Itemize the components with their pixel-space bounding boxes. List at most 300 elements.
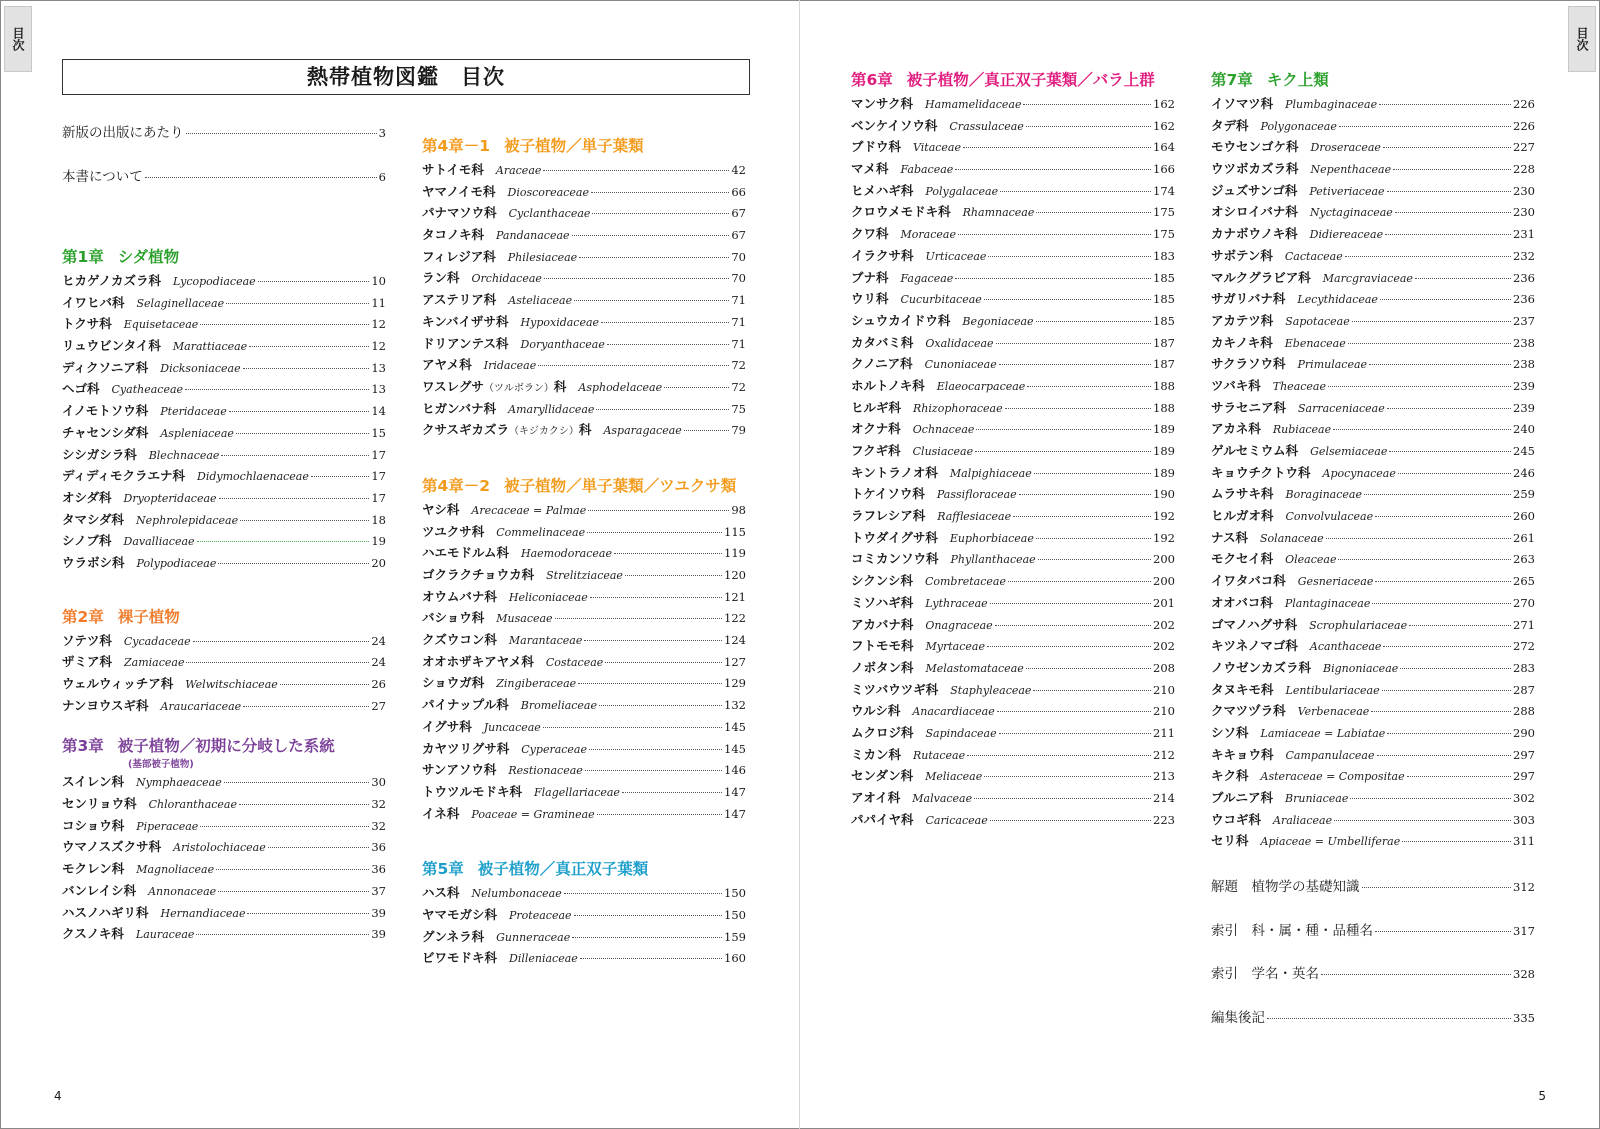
toc-entry[interactable] xyxy=(62,881,386,903)
leader-dots xyxy=(984,776,1151,777)
toc-entry[interactable] xyxy=(62,423,386,445)
leader-dots xyxy=(1400,668,1511,669)
toc-entry[interactable] xyxy=(1211,723,1535,745)
toc-entry[interactable] xyxy=(422,905,746,927)
leader-dots xyxy=(258,281,370,282)
leader-dots xyxy=(1382,690,1511,691)
leader-dots xyxy=(622,792,722,793)
toc-entry[interactable] xyxy=(1211,202,1535,224)
leader-dots xyxy=(186,662,369,663)
toc-entry[interactable] xyxy=(851,701,1175,723)
leader-dots xyxy=(996,343,1152,344)
leader-dots xyxy=(574,915,723,916)
toc-entry[interactable] xyxy=(1211,528,1535,550)
leader-dots xyxy=(564,893,722,894)
toc-entry[interactable] xyxy=(62,293,386,315)
family-name-ja: ハス科 xyxy=(422,885,460,901)
toc-entry[interactable] xyxy=(851,658,1175,680)
chapter-heading xyxy=(1211,68,1535,94)
toc-entry[interactable] xyxy=(851,506,1175,528)
page-ref: 32 xyxy=(371,818,386,833)
toc-entry[interactable] xyxy=(422,630,746,652)
page-ref: 162 xyxy=(1153,118,1175,133)
leader-dots xyxy=(1023,104,1151,105)
toc-entry[interactable] xyxy=(62,358,386,380)
family-name-ja: グンネラ科 xyxy=(422,928,485,944)
toc-entry[interactable] xyxy=(62,488,386,510)
chapter-title: 被子植物／真正双子葉類 xyxy=(477,860,649,879)
appendix-page: 317 xyxy=(1513,923,1535,938)
family-name-ja: ヒルギ科 xyxy=(851,399,902,415)
toc-entry[interactable] xyxy=(851,289,1175,311)
toc-entry[interactable] xyxy=(1211,224,1535,246)
toc-entry[interactable] xyxy=(422,760,746,782)
toc-entry[interactable] xyxy=(62,553,386,575)
toc-entry[interactable] xyxy=(422,587,746,609)
leader-dots xyxy=(1033,690,1151,691)
page-ref: 210 xyxy=(1153,682,1175,697)
leader-dots xyxy=(605,662,722,663)
appendix-entry[interactable] xyxy=(1211,919,1535,963)
page-ref: 202 xyxy=(1153,617,1175,632)
toc-entry[interactable] xyxy=(1211,636,1535,658)
toc-entry[interactable] xyxy=(1211,246,1535,268)
family-name-ja: バショウ科 xyxy=(422,610,485,626)
page-ref: 183 xyxy=(1153,248,1175,263)
page-title: 熱帯植物図鑑 目次 xyxy=(62,59,750,95)
family-name-ja: マルクグラビア科 xyxy=(1211,269,1311,285)
toc-entry[interactable] xyxy=(851,636,1175,658)
toc-entry[interactable] xyxy=(422,334,746,356)
toc-entry[interactable] xyxy=(1211,658,1535,680)
toc-entry[interactable] xyxy=(851,94,1175,116)
family-name-latin: Moraceae xyxy=(900,228,956,242)
family-name-latin: Rhamnaceae xyxy=(962,206,1035,220)
leader-dots xyxy=(1000,191,1151,192)
family-name-ja: ヒガンバナ科 xyxy=(422,400,497,416)
family-name-ja: パパイヤ科 xyxy=(851,811,914,827)
toc-entry[interactable] xyxy=(851,441,1175,463)
toc-entry[interactable] xyxy=(422,739,746,761)
leader-dots xyxy=(585,770,722,771)
page-ref: 164 xyxy=(1153,140,1175,155)
leader-dots xyxy=(592,213,729,214)
intro-entry[interactable] xyxy=(62,121,386,143)
toc-entry[interactable] xyxy=(422,420,746,442)
toc-entry[interactable] xyxy=(851,333,1175,355)
toc-tab-right: 目次 xyxy=(1568,6,1596,72)
toc-entry[interactable] xyxy=(1211,745,1535,767)
toc-entry[interactable] xyxy=(422,804,746,826)
page-ref: 15 xyxy=(371,425,386,440)
toc-entry[interactable] xyxy=(422,355,746,377)
family-name-latin: Didymochlaenaceae xyxy=(197,470,309,484)
toc-entry[interactable] xyxy=(422,225,746,247)
family-name-latin: Clusiaceae xyxy=(912,445,974,458)
toc-entry[interactable] xyxy=(851,311,1175,333)
toc-entry[interactable] xyxy=(62,314,386,336)
toc-entry[interactable] xyxy=(422,782,746,804)
toc-entry[interactable] xyxy=(62,924,386,946)
family-name-ja: ツバキ科 xyxy=(1211,377,1261,393)
family-name-latin: Crassulaceae xyxy=(949,119,1024,133)
toc-entry[interactable] xyxy=(1211,549,1535,571)
toc-entry[interactable] xyxy=(1211,398,1535,420)
family-name-ja: ゴマノハグサ科 xyxy=(1211,616,1298,632)
toc-entry[interactable] xyxy=(1211,701,1535,723)
toc-entry[interactable] xyxy=(851,159,1175,181)
intro-entry[interactable] xyxy=(62,165,386,187)
toc-entry[interactable] xyxy=(851,593,1175,615)
leader-dots xyxy=(1383,646,1511,647)
toc-entry[interactable] xyxy=(422,312,746,334)
family-name-ja: タヌキモ科 xyxy=(1211,681,1274,697)
toc-entry[interactable] xyxy=(851,376,1175,398)
family-name-ja: ヒルガオ科 xyxy=(1211,508,1274,524)
chapter-heading xyxy=(62,245,386,271)
family-name-latin: Sapindaceae xyxy=(925,726,997,740)
family-name-ja: ヤシ科 xyxy=(422,501,460,517)
leader-dots xyxy=(1387,408,1511,409)
chapter-heading xyxy=(62,605,386,631)
toc-entry[interactable] xyxy=(1211,766,1535,788)
toc-entry[interactable] xyxy=(851,463,1175,485)
family-name-ja: オクナ科 xyxy=(851,421,901,437)
family-name-latin: Juncaceae xyxy=(483,720,541,734)
toc-entry[interactable] xyxy=(1211,571,1535,593)
leader-dots xyxy=(597,814,722,815)
page-ref: 39 xyxy=(371,905,386,920)
leader-dots xyxy=(976,429,1151,430)
toc-entry[interactable] xyxy=(851,615,1175,637)
family-name-ja: タデ科 xyxy=(1211,117,1249,133)
leader-dots xyxy=(224,782,370,783)
page-ref: 213 xyxy=(1153,769,1175,784)
toc-entry[interactable] xyxy=(422,290,746,312)
family-name-latin: Lamiaceae = Labiatae xyxy=(1260,726,1386,740)
family-name-latin: Commelinaceae xyxy=(496,525,586,539)
toc-entry[interactable] xyxy=(422,695,746,717)
leader-dots xyxy=(311,476,369,477)
family-name-latin: Passifloraceae xyxy=(936,488,1017,502)
chapter-heading xyxy=(422,134,746,160)
leader-dots xyxy=(1407,776,1511,777)
page-ref: 226 xyxy=(1513,97,1535,111)
toc-entry[interactable] xyxy=(422,377,746,399)
leader-dots xyxy=(243,368,370,369)
leader-dots xyxy=(1005,408,1151,409)
family-name-ja: ディディモクラエナ科 xyxy=(62,468,186,484)
page-ref: 70 xyxy=(731,249,746,264)
family-name-latin: Amaryllidaceae xyxy=(508,402,595,416)
toc-entry[interactable] xyxy=(422,543,746,565)
leader-dots xyxy=(990,603,1151,604)
appendix-entry[interactable] xyxy=(1211,875,1535,919)
family-name-latin: Musaceae xyxy=(496,612,553,626)
toc-entry[interactable] xyxy=(1211,181,1535,203)
toc-entry[interactable] xyxy=(422,522,746,544)
toc-entry[interactable] xyxy=(851,549,1175,571)
toc-entry[interactable] xyxy=(1211,593,1535,615)
toc-entry[interactable] xyxy=(422,717,746,739)
chapter-number: 第4章－2 xyxy=(422,476,491,495)
family-name-latin: Piperaceae xyxy=(136,819,199,833)
leader-dots xyxy=(544,278,729,279)
page-ref: 18 xyxy=(371,512,386,527)
leader-dots xyxy=(1038,559,1151,560)
page-number-right: 5 xyxy=(1538,1089,1546,1103)
family-name-ja: トケイソウ科 xyxy=(851,486,925,502)
toc-entry[interactable] xyxy=(62,794,386,816)
page-ref: 12 xyxy=(371,317,386,332)
toc-entry[interactable] xyxy=(851,224,1175,246)
family-name-ja: カナボウノキ科 xyxy=(1211,226,1298,242)
family-name-latin: Polygonaceae xyxy=(1260,119,1337,133)
toc-entry[interactable] xyxy=(422,182,746,204)
family-name-latin: Arecaceae = Palmae xyxy=(471,503,587,517)
family-name-ja: ウコギ科 xyxy=(1211,811,1262,827)
toc-entry[interactable] xyxy=(1211,419,1535,441)
toc-entry[interactable] xyxy=(62,379,386,401)
leader-dots xyxy=(193,641,370,642)
page-ref: 27 xyxy=(371,698,386,713)
family-name-ja: アオイ科 xyxy=(851,790,901,805)
toc-entry[interactable] xyxy=(851,116,1175,138)
toc-entry[interactable] xyxy=(1211,484,1535,506)
family-name-latin: Lentibulariaceae xyxy=(1285,683,1380,697)
toc-entry[interactable] xyxy=(1211,680,1535,702)
family-name-latin: Rhizophoraceae xyxy=(913,401,1003,415)
page-ref: 67 xyxy=(731,228,746,243)
page-ref: 75 xyxy=(731,401,746,416)
toc-entry[interactable] xyxy=(851,137,1175,159)
toc-entry[interactable] xyxy=(422,948,746,970)
page-ref: 10 xyxy=(371,274,386,288)
leader-dots xyxy=(1375,931,1511,932)
toc-entry[interactable] xyxy=(422,160,746,182)
leader-dots xyxy=(975,451,1151,452)
family-name-ja: クズウコン科 xyxy=(422,632,497,648)
toc-entry[interactable] xyxy=(62,674,386,696)
toc-entry[interactable] xyxy=(1211,159,1535,181)
page-ref: 246 xyxy=(1513,465,1535,480)
family-name-latin: Marcgraviaceae xyxy=(1322,271,1413,285)
family-name-ja: ワスレグサ xyxy=(422,378,484,394)
page-ref: 32 xyxy=(371,797,386,812)
leader-dots xyxy=(216,869,369,870)
toc-entry[interactable] xyxy=(422,500,746,522)
toc-entry[interactable] xyxy=(1211,615,1535,637)
intro-label: 本書について xyxy=(62,169,143,185)
toc-tab-left: 目次 xyxy=(4,6,32,72)
toc-entry[interactable] xyxy=(62,837,386,859)
family-name-latin: Hernandiaceae xyxy=(160,906,246,920)
family-name-latin: Theaceae xyxy=(1272,379,1326,393)
toc-entry[interactable] xyxy=(1211,463,1535,485)
page-ref: 24 xyxy=(371,655,386,670)
toc-entry[interactable] xyxy=(851,571,1175,593)
toc-entry[interactable] xyxy=(62,859,386,881)
toc-entry[interactable] xyxy=(62,271,386,293)
toc-entry[interactable] xyxy=(1211,831,1535,853)
toc-entry[interactable] xyxy=(422,268,746,290)
family-name-ja: シュウカイドウ科 xyxy=(851,312,951,328)
toc-entry[interactable] xyxy=(851,202,1175,224)
toc-entry[interactable] xyxy=(851,723,1175,745)
page-ref: 200 xyxy=(1153,574,1175,589)
intro-label: 新版の出版にあたり xyxy=(62,125,184,141)
toc-entry[interactable] xyxy=(851,766,1175,788)
toc-entry[interactable] xyxy=(851,745,1175,767)
page-ref: 150 xyxy=(724,907,746,922)
family-name-ja: イラクサ科 xyxy=(851,247,914,263)
page-ref: 20 xyxy=(371,555,386,570)
leader-dots xyxy=(1326,538,1511,539)
toc-entry[interactable] xyxy=(1211,311,1535,333)
chapter-title: キク上類 xyxy=(1266,71,1329,89)
appendix-entry[interactable] xyxy=(1211,962,1535,1006)
toc-entry[interactable] xyxy=(1211,268,1535,290)
toc-entry[interactable] xyxy=(62,466,386,488)
family-name-latin: Lecythidaceae xyxy=(1297,293,1378,307)
leader-dots xyxy=(589,749,722,750)
toc-entry[interactable] xyxy=(62,696,386,718)
toc-entry[interactable] xyxy=(1211,354,1535,376)
toc-entry[interactable] xyxy=(422,247,746,269)
appendix-label: 索引 科・属・種・品種名 xyxy=(1211,922,1373,939)
chapter-2-section xyxy=(62,605,386,718)
toc-entry[interactable] xyxy=(422,927,746,949)
family-name-latin: Magnoliaceae xyxy=(136,863,215,877)
family-name-latin: Lythraceae xyxy=(925,596,988,610)
toc-entry[interactable] xyxy=(62,631,386,653)
family-name-ja: サボテン科 xyxy=(1211,247,1273,263)
toc-entry[interactable] xyxy=(62,510,386,532)
family-suffix: 科 xyxy=(578,422,592,438)
toc-entry[interactable] xyxy=(62,816,386,838)
toc-entry[interactable] xyxy=(62,336,386,358)
toc-entry[interactable] xyxy=(851,246,1175,268)
leader-dots xyxy=(196,934,369,935)
family-name-ja: ヒメハギ科 xyxy=(851,182,914,198)
family-name-ja: シノブ科 xyxy=(62,533,112,549)
toc-entry[interactable] xyxy=(1211,376,1535,398)
toc-entry[interactable] xyxy=(851,268,1175,290)
chapter-number: 第7章 xyxy=(1211,71,1253,89)
family-name-ja: サトイモ科 xyxy=(422,162,484,177)
toc-entry[interactable] xyxy=(62,401,386,423)
toc-entry[interactable] xyxy=(422,652,746,674)
family-suffix: 科 xyxy=(553,378,567,394)
toc-entry[interactable] xyxy=(62,772,386,794)
leader-dots xyxy=(1371,711,1511,712)
page-ref: 150 xyxy=(724,886,746,901)
toc-entry[interactable] xyxy=(62,652,386,674)
family-name-ja: モクセイ科 xyxy=(1211,551,1274,567)
family-name-ja: ウツボカズラ科 xyxy=(1211,161,1299,177)
family-name-ja: ハスノハギリ科 xyxy=(62,904,149,920)
family-name-ja: バンレイシ科 xyxy=(62,882,137,898)
toc-entry[interactable] xyxy=(1211,116,1535,138)
leader-dots xyxy=(955,278,1151,279)
leader-dots xyxy=(145,177,377,178)
toc-entry[interactable] xyxy=(851,181,1175,203)
leader-dots xyxy=(1383,147,1511,148)
toc-entry[interactable] xyxy=(422,399,746,421)
page-ref: 72 xyxy=(731,379,746,394)
family-name-ja: キョウチクトウ科 xyxy=(1211,464,1311,480)
page-ref: 212 xyxy=(1153,747,1175,762)
appendix-entry[interactable] xyxy=(1211,1006,1535,1050)
toc-entry[interactable] xyxy=(422,673,746,695)
family-name-ja: チャセンシダ科 xyxy=(62,424,149,440)
toc-entry[interactable] xyxy=(1211,810,1535,832)
toc-entry[interactable] xyxy=(851,810,1175,832)
chapter-title: 被子植物／単子葉類／ツユクサ類 xyxy=(504,476,737,495)
page-ref: 19 xyxy=(371,534,386,549)
toc-entry[interactable] xyxy=(851,398,1175,420)
toc-entry[interactable] xyxy=(62,903,386,925)
toc-entry[interactable] xyxy=(62,531,386,553)
family-name-latin: Equisetaceae xyxy=(123,318,199,332)
family-name-ja: ゲルセミウム科 xyxy=(1211,443,1299,458)
toc-entry[interactable] xyxy=(62,445,386,467)
toc-entry[interactable] xyxy=(851,419,1175,441)
toc-entry[interactable] xyxy=(1211,94,1535,116)
family-name-latin: Nyctaginaceae xyxy=(1309,206,1393,220)
family-name-latin: Malvaceae xyxy=(912,792,973,805)
family-name-ja: ウラボシ科 xyxy=(62,554,125,570)
toc-entry[interactable] xyxy=(851,354,1175,376)
family-name-ja: ホルトノキ科 xyxy=(851,377,925,393)
toc-entry[interactable] xyxy=(422,883,746,905)
toc-entry[interactable] xyxy=(1211,289,1535,311)
family-name-ja: ミソハギ科 xyxy=(851,594,914,610)
page-ref: 119 xyxy=(724,546,746,561)
family-name-ja: シソ科 xyxy=(1211,724,1249,740)
family-name-ja: クロウメモドキ科 xyxy=(851,204,951,220)
page-ref: 230 xyxy=(1513,205,1535,220)
family-name-ja: タコノキ科 xyxy=(422,227,485,243)
leader-dots xyxy=(588,510,729,511)
page-ref: 189 xyxy=(1153,422,1175,437)
toc-entry[interactable] xyxy=(851,528,1175,550)
toc-entry[interactable] xyxy=(422,203,746,225)
family-name-latin: Melastomataceae xyxy=(925,661,1024,675)
toc-entry[interactable] xyxy=(851,484,1175,506)
chapter-number: 第4章－1 xyxy=(422,137,491,155)
toc-entry[interactable] xyxy=(1211,506,1535,528)
toc-entry[interactable] xyxy=(422,608,746,630)
toc-entry[interactable] xyxy=(422,565,746,587)
toc-entry[interactable] xyxy=(1211,137,1535,159)
toc-entry[interactable] xyxy=(851,788,1175,810)
family-name-ja: ブルニア科 xyxy=(1211,790,1274,805)
family-name-latin: Bignoniaceae xyxy=(1323,661,1399,675)
toc-entry[interactable] xyxy=(1211,441,1535,463)
toc-entry[interactable] xyxy=(851,680,1175,702)
page-ref: 121 xyxy=(724,589,746,604)
toc-entry[interactable] xyxy=(1211,333,1535,355)
chapter-heading xyxy=(422,474,746,500)
page-ref: 42 xyxy=(731,163,746,177)
family-name-latin: Droseraceae xyxy=(1310,141,1381,155)
family-name-latin: Strelitziaceae xyxy=(546,569,623,582)
family-name-latin: Iridaceae xyxy=(483,359,537,373)
chapter-1-section xyxy=(62,245,386,575)
toc-entry[interactable] xyxy=(1211,788,1535,810)
family-name-latin: Euphorbiaceae xyxy=(949,531,1034,545)
